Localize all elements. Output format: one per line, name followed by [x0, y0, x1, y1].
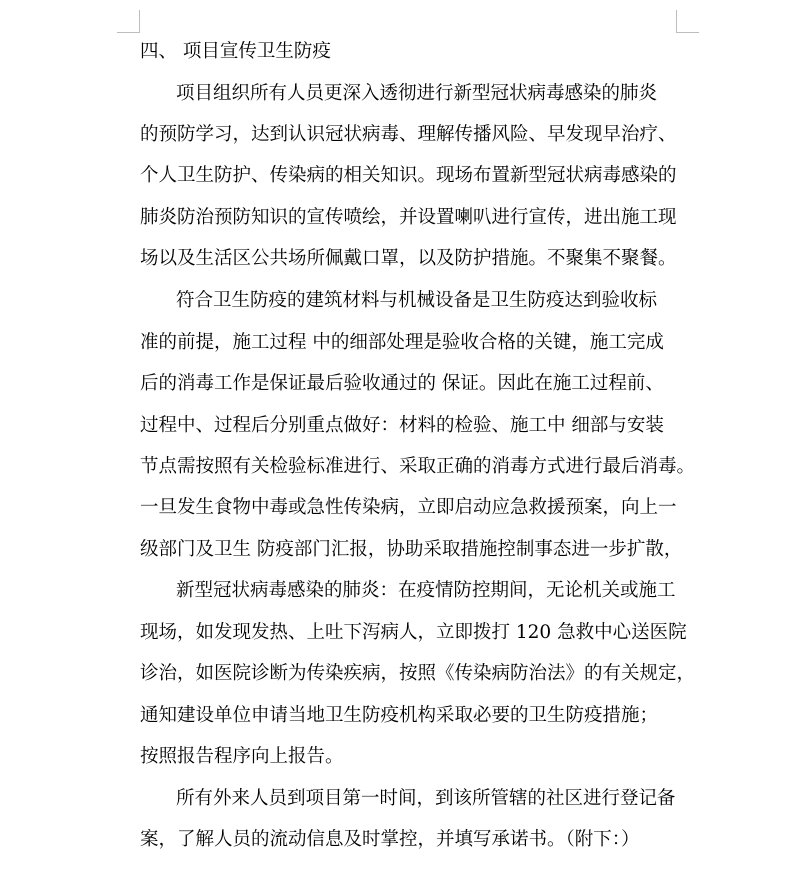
- paragraph-line: 符合卫生防疫的建筑材料与机械设备是卫生防疫达到验收标: [176, 290, 658, 311]
- paragraph-line: 肺炎防治预防知识的宣传喷绘，并设置喇叭进行宣传，进出施工现: [140, 207, 677, 228]
- paragraph-line: 现场，如发现发热、上吐下泻病人，立即拨打 120 急救中心送医院: [140, 622, 687, 643]
- paragraph-line: 准的前提，施工过程 中的细部处理是验收合格的关键，施工完成: [140, 332, 664, 353]
- paragraph-line: 后的消毒工作是保证最后验收通过的 保证。因此在施工过程前、: [140, 373, 664, 394]
- paragraph-line: 项目组织所有人员更深入透彻进行新型冠状病毒感染的肺炎: [176, 83, 658, 104]
- paragraph-line: 场以及生活区公共场所佩戴口罩，以及防护措施。不聚集不聚餐。: [140, 248, 677, 269]
- margin-corner-mark-top-left: [117, 10, 140, 33]
- section-heading: 四、 项目宣传卫生防疫: [140, 41, 331, 62]
- paragraph-line: 所有外来人员到项目第一时间，到该所管辖的社区进行登记备: [176, 788, 676, 809]
- paragraph-line: 个人卫生防护、传染病的相关知识。现场布置新型冠状病毒感染的: [140, 165, 677, 186]
- paragraph-line: 通知建设单位申请当地卫生防疫机构采取必要的卫生防疫措施；: [140, 705, 659, 726]
- paragraph-line: 一旦发生食物中毒或急性传染病，立即启动应急救援预案，向上一: [140, 497, 677, 518]
- paragraph-line: 级部门及卫生 防疫部门汇报，协助采取措施控制事态进一步扩散，: [140, 539, 683, 560]
- paragraph-line: 的预防学习，达到认识冠状病毒、理解传播风险、早发现早治疗、: [140, 124, 677, 145]
- paragraph-line: 按照报告程序向上报告。: [140, 746, 344, 767]
- paragraph-line: 过程中、过程后分别重点做好：材料的检验、施工中 细部与安装: [140, 415, 664, 436]
- paragraph-line: 节点需按照有关检验标准进行、采取正确的消毒方式进行最后消毒。: [140, 456, 696, 477]
- paragraph-line: 新型冠状病毒感染的肺炎：在疫情防控期间，无论机关或施工: [176, 580, 676, 601]
- paragraph-line: 案，了解人员的流动信息及时掌控，并填写承诺书。（附下：）: [140, 829, 640, 850]
- margin-corner-mark-top-right: [676, 10, 699, 33]
- paragraph-line: 诊治，如医院诊断为传染疾病，按照《传染病防治法》的有关规定，: [140, 663, 696, 684]
